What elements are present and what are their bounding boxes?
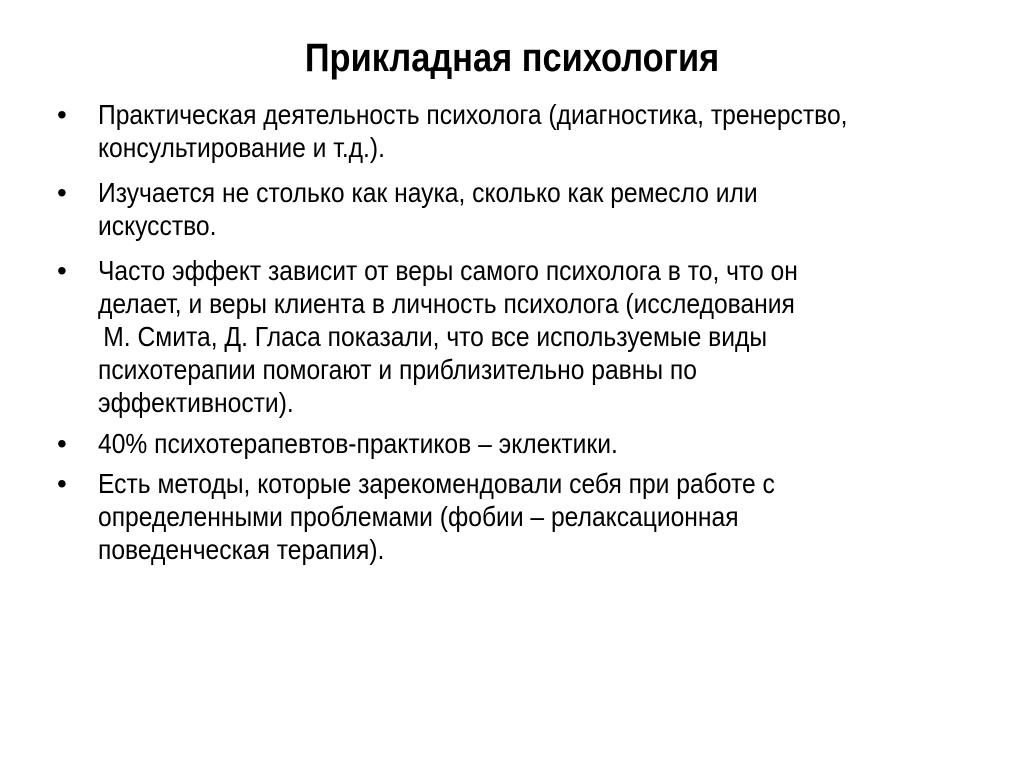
bullet-text	[98, 98, 848, 164]
bullet-line: Изучается не столько как наука, сколько как ремесло или	[98, 177, 758, 208]
bullet-line: консультирование и т.д.).	[98, 132, 385, 163]
slide-title: Прикладная психология	[304, 36, 720, 80]
bullet-line: поведенческая терапия).	[98, 534, 385, 565]
bullet-text	[98, 467, 775, 566]
bullet-marker: •	[57, 468, 67, 499]
bullet-marker: •	[57, 177, 67, 208]
bullet-text	[98, 176, 758, 242]
bullet-line: эффективности).	[98, 387, 294, 418]
bullet-text	[98, 427, 618, 460]
bullet-marker: •	[57, 255, 67, 286]
bullet-line: определенными проблемами (фобии – релаксационная	[98, 501, 739, 532]
bullet-line: Часто эффект зависит от веры самого психолога в то, что он	[98, 255, 798, 286]
bullet-text	[98, 254, 798, 419]
bullet-marker: •	[57, 428, 67, 459]
bullet-line: психотерапии помогают и приблизительно равны по	[98, 354, 697, 385]
bullet-marker: •	[57, 99, 67, 130]
bullet-line: М. Смита, Д. Гласа показали, что все используемые виды	[103, 321, 768, 352]
bullet-line: Практическая деятельность психолога (диагностика, тренерство,	[98, 99, 848, 130]
bullet-line: делает, и веры клиента в личность психолога (исследования	[98, 288, 795, 319]
bullet-line: 40% психотерапевтов-практиков – эклектики.	[98, 428, 618, 459]
bullet-line: искусство.	[98, 210, 217, 241]
bullet-line: Есть методы, которые зарекомендовали себя при работе с	[98, 468, 775, 499]
